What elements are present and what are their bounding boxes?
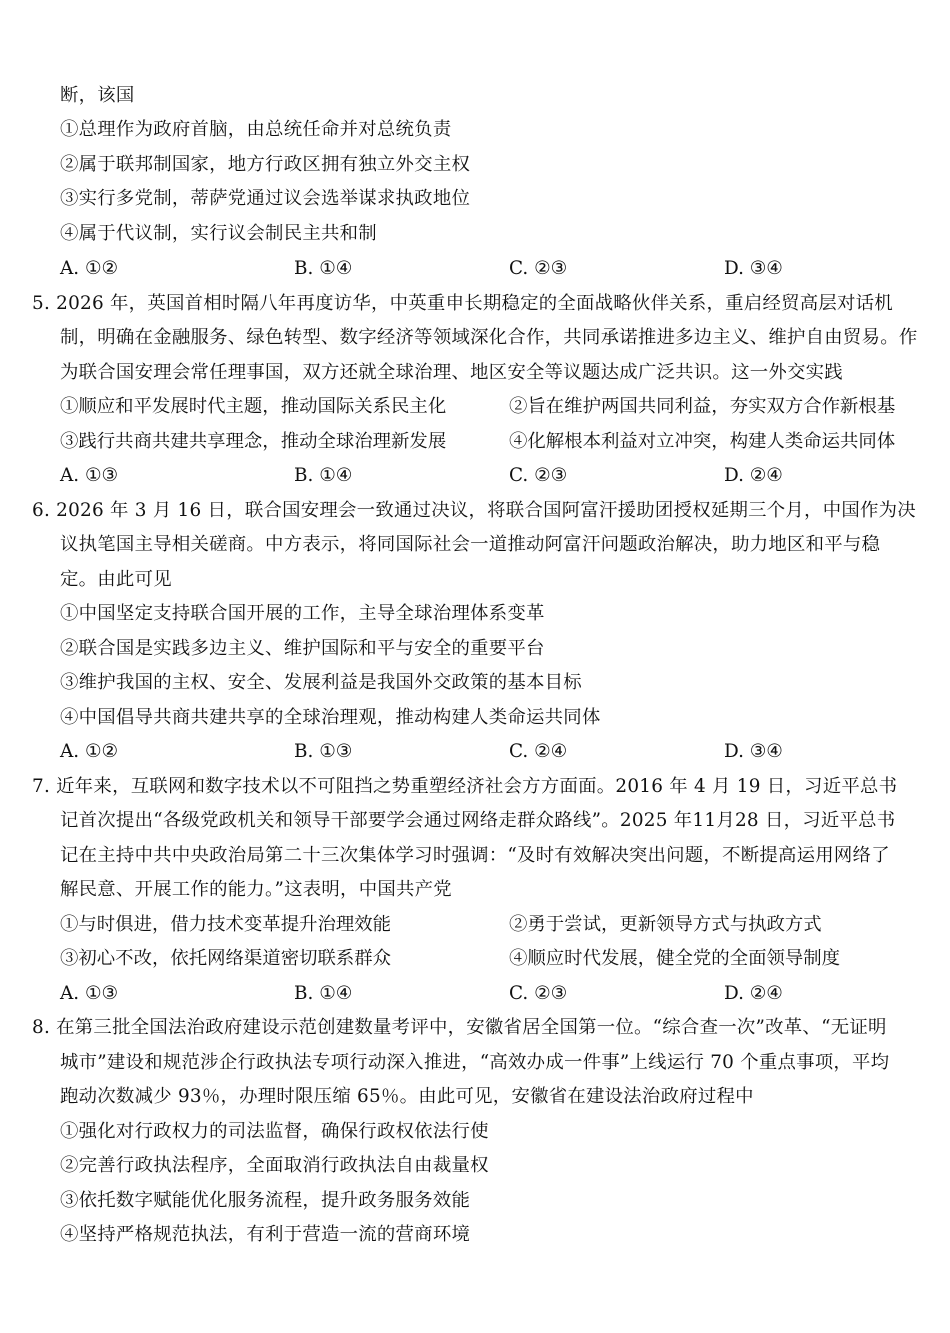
q6-stem-line-1: 6. 2026 年 3 月 16 日，联合国安理会一致通过决议，将联合国阿富汗援助团授权延期三个月，中国作为决 <box>32 500 916 521</box>
q5-choice-c: C. ②③ <box>509 465 568 486</box>
q7-stem-line-2: 记首次提出“各级党政机关和领导干部要学会通过网络走群众路线”。2025 年11月28 日，习近平总书 <box>60 810 896 831</box>
q7-stem-line-3: 记在主持中共中央政治局第二十三次集体学习时强调：“及时有效解决突出问题，不断提高运用网络了 <box>60 845 890 866</box>
q8-stem-line-2: 城市”建设和规范涉企行政执法专项行动深入推进，“高效办成一件事”上线运行 70 个重点事项，平均 <box>60 1052 890 1073</box>
q8-option-4: ④坚持严格规范执法，有利于营造一流的营商环境 <box>60 1224 471 1245</box>
q8-option-3: ③依托数字赋能优化服务流程，提升政务服务效能 <box>60 1190 471 1211</box>
q6-choice-a: A. ①② <box>60 741 118 762</box>
q5-stem-line-2: 制，明确在金融服务、绿色转型、数字经济等领域深化合作，共同承诺推进多边主义、维护自由贸易。作 <box>60 327 918 348</box>
q7-choice-d: D. ②④ <box>724 983 783 1004</box>
q6-stem-line-2: 议执笔国主导相关磋商。中方表示，将同国际社会一道推动阿富汗问题政治解决，助力地区和平与稳 <box>60 534 881 555</box>
q7-choice-c: C. ②③ <box>509 983 568 1004</box>
q4-option-3: ③实行多党制，蒂萨党通过议会选举谋求执政地位 <box>60 188 471 209</box>
q8-stem-line-3: 跑动次数减少 93％，办理时限压缩 65％。由此可见，安徽省在建设法治政府过程中 <box>60 1086 754 1107</box>
q7-option-2: ②勇于尝试，更新领导方式与执政方式 <box>509 914 822 935</box>
q4-option-2: ②属于联邦制国家，地方行政区拥有独立外交主权 <box>60 154 471 175</box>
q4-choice-a: A. ①② <box>60 258 118 279</box>
q5-choice-a: A. ①③ <box>60 465 118 486</box>
q7-choice-b: B. ①④ <box>294 983 353 1004</box>
q6-option-3: ③维护我国的主权、安全、发展利益是我国外交政策的基本目标 <box>60 672 582 693</box>
q6-choice-c: C. ②④ <box>509 741 568 762</box>
q8-stem-line-1: 8. 在第三批全国法治政府建设示范创建数量考评中，安徽省居全国第一位。“综合查一次”改革、“无证明 <box>32 1017 887 1038</box>
q5-option-4: ④化解根本利益对立冲突，构建人类命运共同体 <box>509 431 896 452</box>
q6-choice-b: B. ①③ <box>294 741 353 762</box>
q8-option-1: ①强化对行政权力的司法监督，确保行政权依法行使 <box>60 1121 489 1142</box>
q5-option-1: ①顺应和平发展时代主题，推动国际关系民主化 <box>60 396 447 417</box>
q5-stem-line-3: 为联合国安理会常任理事国，双方还就全球治理、地区安全等议题达成广泛共识。这一外交实践 <box>60 362 843 383</box>
q4-option-4: ④属于代议制，实行议会制民主共和制 <box>60 223 377 244</box>
q7-choice-a: A. ①③ <box>60 983 118 1004</box>
q4-option-1: ①总理作为政府首脑，由总统任命并对总统负责 <box>60 119 452 140</box>
q6-option-4: ④中国倡导共商共建共享的全球治理观，推动构建人类命运共同体 <box>60 707 601 728</box>
q7-stem-line-4: 解民意、开展工作的能力。”这表明，中国共产党 <box>60 879 452 900</box>
q6-option-1: ①中国坚定支持联合国开展的工作，主导全球治理体系变革 <box>60 603 545 624</box>
q5-stem-line-1: 5. 2026 年，英国首相时隔八年再度访华，中英重申长期稳定的全面战略伙伴关系，重启经贸高层对话机 <box>32 293 893 314</box>
q4-choice-c: C. ②③ <box>509 258 568 279</box>
q6-choice-d: D. ③④ <box>724 741 783 762</box>
q7-option-3: ③初心不改，依托网络渠道密切联系群众 <box>60 948 392 969</box>
q8-option-2: ②完善行政执法程序，全面取消行政执法自由裁量权 <box>60 1155 489 1176</box>
q6-option-2: ②联合国是实践多边主义、维护国际和平与安全的重要平台 <box>60 638 545 659</box>
q4-choice-b: B. ①④ <box>294 258 353 279</box>
q4-stem-continuation: 断，该国 <box>60 85 135 106</box>
q5-option-2: ②旨在维护两国共同利益，夯实双方合作新根基 <box>509 396 896 417</box>
q4-choice-d: D. ③④ <box>724 258 783 279</box>
q6-stem-line-3: 定。由此可见 <box>60 569 172 590</box>
q5-choice-b: B. ①④ <box>294 465 353 486</box>
q7-option-1: ①与时俱进，借力技术变革提升治理效能 <box>60 914 392 935</box>
q5-option-3: ③践行共商共建共享理念，推动全球治理新发展 <box>60 431 447 452</box>
q7-stem-line-1: 7. 近年来，互联网和数字技术以不可阻挡之势重塑经济社会方方面面。2016 年 4 月 19 日，习近平总书 <box>32 776 898 797</box>
q7-option-4: ④顺应时代发展，健全党的全面领导制度 <box>509 948 841 969</box>
q5-choice-d: D. ②④ <box>724 465 783 486</box>
